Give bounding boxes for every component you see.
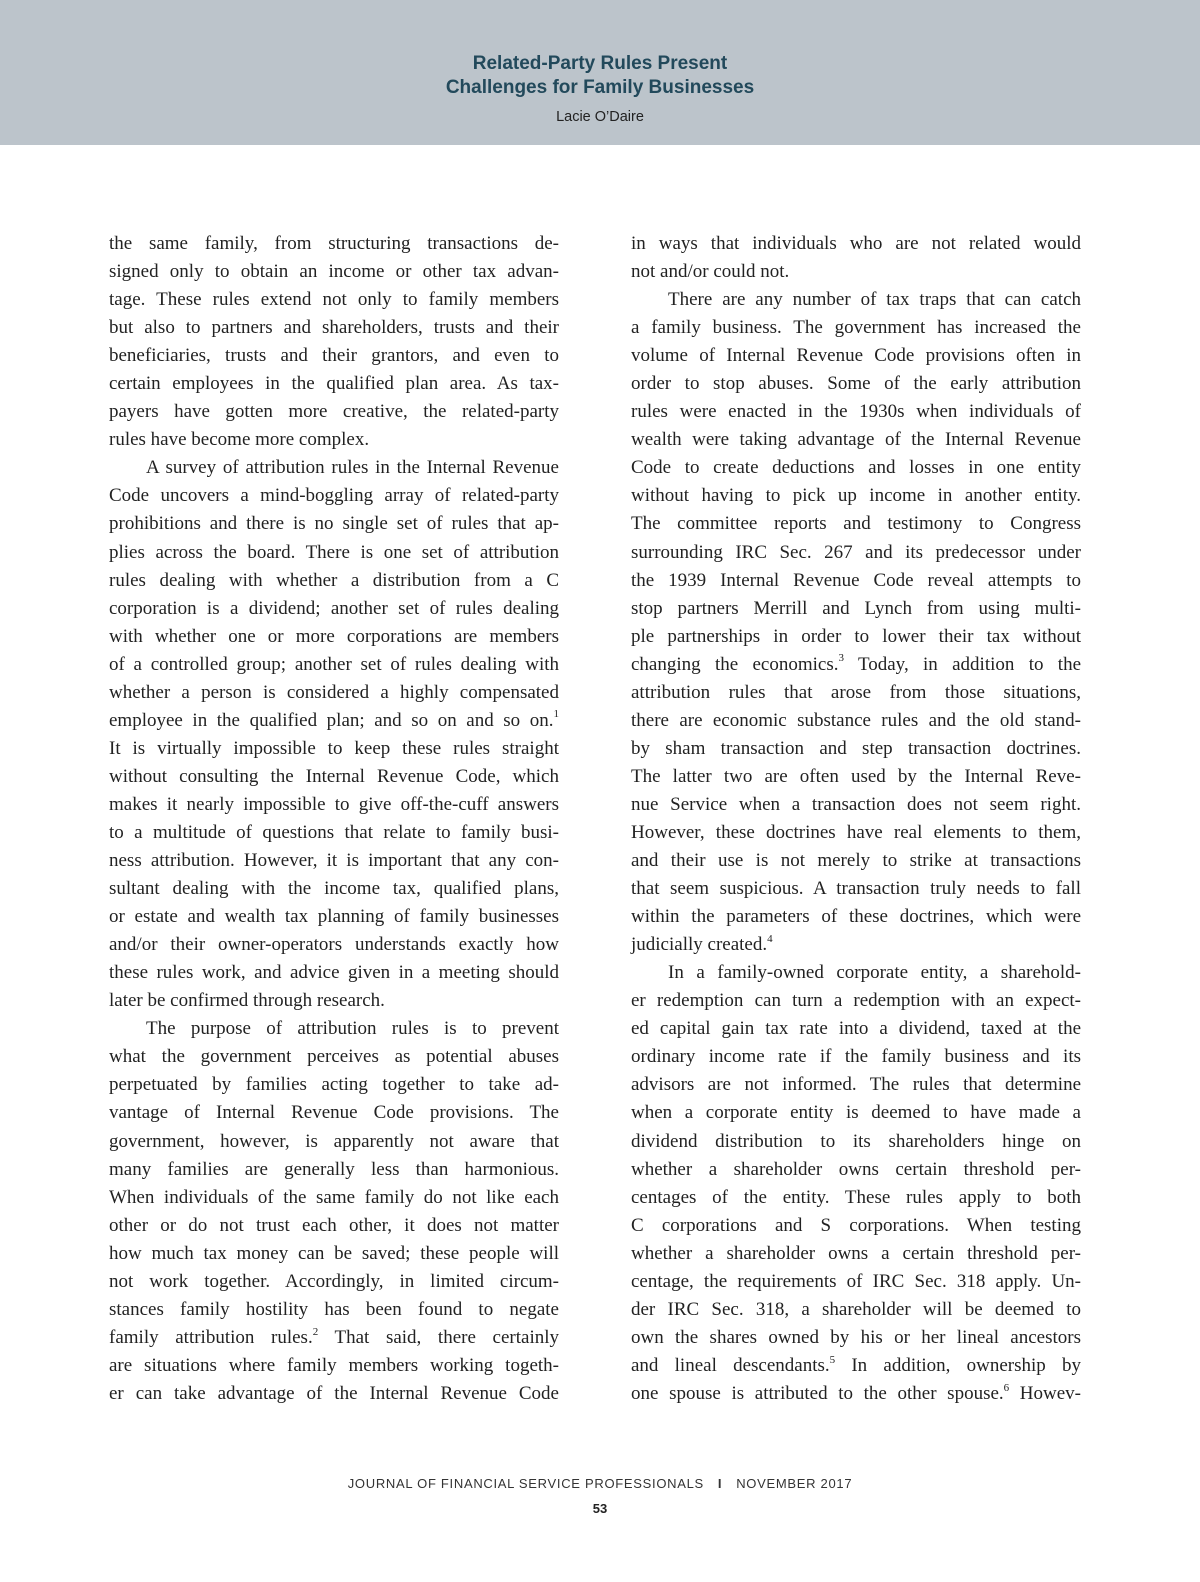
line-text: nue Service when a transaction does not seem right. — [631, 793, 1081, 815]
text-line — [109, 1240, 559, 1268]
text-line — [109, 959, 559, 987]
text-line — [631, 931, 1081, 959]
text-line — [631, 903, 1081, 931]
line-text: rules dealing with whether a distribution from a C — [109, 569, 559, 591]
line-text: volume of Internal Revenue Code provisions often in — [631, 345, 1081, 367]
footnote-ref: 4 — [767, 932, 773, 945]
text-line — [631, 847, 1081, 875]
text-line — [631, 342, 1081, 370]
text-line — [631, 1240, 1081, 1268]
text-line — [631, 286, 1081, 314]
journal-name: JOURNAL OF FINANCIAL SERVICE PROFESSIONALS — [347, 1476, 704, 1491]
text-line — [109, 1156, 559, 1184]
line-text: There are any number of tax traps that can catch — [668, 289, 1081, 311]
line-text: own the shares owned by his or her lineal ancestors — [631, 1326, 1081, 1348]
text-line — [631, 679, 1081, 707]
line-text: certain employees in the qualified plan area. As tax- — [109, 373, 559, 395]
line-text: and their use is not merely to strike at transactions — [631, 850, 1081, 872]
line-text — [631, 1383, 1081, 1404]
line-text: However, these doctrines have real elements to them, — [631, 821, 1081, 843]
text-run: employee in the qualified plan; and so on and so on. — [109, 709, 554, 731]
line-text: government, however, is apparently not aware that — [109, 1130, 559, 1152]
text-line — [109, 651, 559, 679]
text-line — [631, 1352, 1081, 1380]
text-line — [631, 1099, 1081, 1127]
line-text: sultant dealing with the income tax, qualified plans, — [109, 878, 559, 900]
line-text — [631, 1355, 1081, 1376]
text-line — [109, 1128, 559, 1156]
text-run: family attribution rules. — [109, 1326, 313, 1348]
footnote-ref: 6 — [1003, 1381, 1010, 1394]
text-line — [631, 426, 1081, 454]
text-line — [109, 847, 559, 875]
line-text: der IRC Sec. 318, a shareholder will be deemed to — [631, 1298, 1081, 1320]
text-line — [109, 482, 559, 510]
line-text: advisors are not informed. The rules that determine — [631, 1074, 1081, 1096]
footer-separator: I — [717, 1476, 723, 1491]
text-line — [631, 1043, 1081, 1071]
footnote-ref: 3 — [838, 652, 844, 665]
line-text: but also to partners and shareholders, trusts and their — [109, 317, 559, 339]
text-line — [631, 707, 1081, 735]
line-text: In a family-owned corporate entity, a sharehold- — [668, 962, 1081, 984]
line-text: without having to pick up income in another entity. — [631, 485, 1081, 507]
line-text: without consulting the Internal Revenue Code, which — [109, 765, 559, 787]
line-text: the 1939 Internal Revenue Code reveal attempts to — [631, 569, 1081, 591]
line-text: makes it nearly impossible to give off-the-cuff answers — [109, 793, 559, 815]
text-run: and lineal descendants. — [631, 1354, 830, 1376]
text-line — [631, 791, 1081, 819]
line-text — [631, 934, 773, 955]
line-text: C corporations and S corporations. When testing — [631, 1214, 1081, 1236]
text-line — [109, 370, 559, 398]
text-line — [109, 595, 559, 623]
text-line — [631, 314, 1081, 342]
line-text: not and/or could not. — [631, 261, 790, 283]
line-text: to a multitude of questions that relate to family busi- — [109, 821, 559, 843]
text-line — [109, 679, 559, 707]
text-line — [109, 314, 559, 342]
line-text: ed capital gain tax rate into a dividend, taxed at the — [631, 1018, 1081, 1040]
text-line — [109, 1296, 559, 1324]
line-text: there are economic substance rules and the old stand- — [631, 709, 1081, 731]
line-text: the same family, from structuring transactions de- — [109, 233, 559, 254]
text-run: one spouse is attributed to the other spouse. — [631, 1382, 1004, 1404]
line-text: plies across the board. There is one set of attribution — [109, 541, 559, 563]
text-line — [631, 1324, 1081, 1352]
text-line — [109, 510, 559, 538]
text-line — [109, 1071, 559, 1099]
text-line — [631, 959, 1081, 987]
text-line — [109, 286, 559, 314]
line-text: order to stop abuses. Some of the early attribution — [631, 373, 1081, 395]
line-text: rules were enacted in the 1930s when individuals of — [631, 401, 1081, 423]
text-line — [109, 1015, 559, 1043]
line-text: perpetuated by families acting together to take ad- — [109, 1074, 559, 1096]
line-text: Code to create deductions and losses in one entity — [631, 457, 1081, 479]
line-text: payers have gotten more creative, the related-party — [109, 401, 559, 423]
line-text: ness attribution. However, it is important that any con- — [109, 850, 559, 872]
text-run: judicially created. — [631, 934, 768, 956]
line-text: vantage of Internal Revenue Code provisions. The — [109, 1102, 559, 1124]
text-line — [109, 567, 559, 595]
text-line — [109, 623, 559, 651]
text-run: In addition, ownership by — [835, 1354, 1081, 1376]
page-number: 53 — [592, 1501, 608, 1516]
text-line — [631, 510, 1081, 538]
text-line — [631, 1156, 1081, 1184]
text-line — [631, 567, 1081, 595]
line-text: whether a shareholder owns certain threshold per- — [631, 1158, 1081, 1180]
text-line — [109, 1324, 559, 1352]
line-text: er can take advantage of the Internal Revenue Code — [109, 1382, 559, 1404]
text-line — [109, 791, 559, 819]
text-line — [631, 1380, 1081, 1408]
line-text: that seem suspicious. A transaction truly needs to fall — [631, 878, 1081, 900]
line-text: prohibitions and there is no single set of rules that ap- — [109, 513, 559, 535]
text-line — [109, 1380, 559, 1408]
text-line — [109, 875, 559, 903]
text-line — [631, 482, 1081, 510]
line-text: ple partnerships in order to lower their tax without — [631, 625, 1081, 647]
text-line — [631, 398, 1081, 426]
text-line — [631, 539, 1081, 567]
text-line — [109, 763, 559, 791]
text-line — [631, 230, 1081, 258]
text-line — [109, 398, 559, 426]
text-line — [109, 230, 559, 258]
line-text: The committee reports and testimony to Congress — [631, 513, 1081, 535]
text-line — [109, 1043, 559, 1071]
line-text: er redemption can turn a redemption with an expect- — [631, 990, 1081, 1012]
text-line — [109, 1352, 559, 1380]
footnote-ref: 2 — [312, 1325, 319, 1338]
text-line — [109, 1212, 559, 1240]
line-text: whether a shareholder owns a certain threshold per- — [631, 1242, 1081, 1264]
line-text: of a controlled group; another set of rules dealing with — [109, 653, 559, 675]
line-text: how much tax money can be saved; these people will — [109, 1242, 559, 1264]
text-line — [631, 1212, 1081, 1240]
text-line — [109, 1184, 559, 1212]
author-name: Lacie O’Daire — [556, 109, 644, 125]
line-text: surrounding IRC Sec. 267 and its predecessor under — [631, 541, 1081, 563]
line-text: by sham transaction and step transaction doctrines. — [631, 737, 1081, 759]
article-title-line-1: Related-Party Rules Present — [472, 53, 728, 74]
body-column-left — [109, 230, 559, 1408]
line-text: within the parameters of these doctrines, which were — [631, 906, 1081, 928]
line-text: beneficiaries, trusts and their grantors, and even to — [109, 345, 559, 367]
line-text: wealth were taking advantage of the Internal Revenue — [631, 429, 1081, 451]
text-line — [109, 426, 559, 454]
line-text: whether a person is considered a highly compensated — [109, 681, 559, 703]
text-line — [631, 258, 1081, 286]
text-line — [631, 651, 1081, 679]
footnote-ref: 1 — [553, 708, 559, 721]
line-text: tage. These rules extend not only to family members — [109, 289, 559, 311]
line-text: centage, the requirements of IRC Sec. 318 apply. Un- — [631, 1270, 1081, 1292]
article-title-line-2: Challenges for Family Businesses — [445, 77, 755, 98]
line-text: in ways that individuals who are not related would — [631, 233, 1081, 254]
text-line — [631, 763, 1081, 791]
line-text — [109, 710, 559, 731]
line-text: centages of the entity. These rules apply to both — [631, 1186, 1081, 1208]
text-line — [109, 987, 559, 1015]
text-line — [631, 623, 1081, 651]
text-line — [109, 342, 559, 370]
line-text: stop partners Merrill and Lynch from using multi- — [631, 597, 1081, 619]
line-text: and/or their owner-operators understands exactly how — [109, 934, 559, 956]
text-line — [631, 1071, 1081, 1099]
line-text: these rules work, and advice given in a meeting should — [109, 962, 559, 984]
text-line — [631, 987, 1081, 1015]
line-text: stances family hostility has been found to negate — [109, 1298, 559, 1320]
text-line — [109, 258, 559, 286]
line-text: The latter two are often used by the Internal Reve- — [631, 765, 1081, 787]
line-text: signed only to obtain an income or other tax advan- — [109, 261, 559, 283]
issue-date: NOVEMBER 2017 — [736, 1476, 853, 1491]
line-text: when a corporate entity is deemed to have made a — [631, 1102, 1081, 1124]
text-line — [109, 539, 559, 567]
line-text: or estate and wealth tax planning of family businesses — [109, 906, 559, 928]
text-line — [631, 370, 1081, 398]
line-text: rules have become more complex. — [109, 429, 370, 451]
text-line — [109, 735, 559, 763]
text-line — [631, 454, 1081, 482]
text-line — [109, 903, 559, 931]
text-line — [109, 819, 559, 847]
line-text: what the government perceives as potential abuses — [109, 1046, 559, 1068]
text-line — [631, 1128, 1081, 1156]
body-column-right — [631, 230, 1081, 1408]
line-text: When individuals of the same family do not like each — [109, 1186, 559, 1208]
text-line — [109, 931, 559, 959]
line-text: The purpose of attribution rules is to prevent — [146, 1018, 559, 1040]
line-text: ordinary income rate if the family business and its — [631, 1046, 1081, 1068]
text-line — [109, 1268, 559, 1296]
line-text: A survey of attribution rules in the Internal Revenue — [146, 457, 559, 479]
text-line — [631, 1184, 1081, 1212]
line-text: Code uncovers a mind-boggling array of related-party — [109, 485, 559, 507]
text-line — [631, 1268, 1081, 1296]
header-band — [0, 0, 1200, 145]
line-text: dividend distribution to its shareholders hinge on — [631, 1130, 1081, 1152]
line-text: It is virtually impossible to keep these rules straight — [109, 737, 559, 759]
text-line — [631, 1296, 1081, 1324]
line-text: with whether one or more corporations are members — [109, 625, 559, 647]
text-line — [631, 735, 1081, 763]
running-footer — [0, 1476, 1200, 1492]
line-text — [631, 654, 1081, 675]
line-text: later be confirmed through research. — [109, 990, 385, 1012]
line-text: not work together. Accordingly, in limited circum- — [109, 1270, 559, 1292]
text-run: changing the economics. — [631, 653, 839, 675]
text-run: That said, there certainly — [318, 1326, 559, 1348]
line-text — [109, 1327, 559, 1348]
text-line — [631, 875, 1081, 903]
text-line — [631, 819, 1081, 847]
line-text: attribution rules that arose from those situations, — [631, 681, 1081, 703]
text-line — [631, 1015, 1081, 1043]
text-line — [109, 1099, 559, 1127]
line-text: corporation is a dividend; another set of rules dealing — [109, 597, 559, 619]
text-run: Howev- — [1009, 1382, 1082, 1404]
text-line — [109, 707, 559, 735]
line-text: a family business. The government has increased the — [631, 317, 1081, 339]
line-text: many families are generally less than harmonious. — [109, 1158, 559, 1180]
text-line — [109, 454, 559, 482]
footnote-ref: 5 — [829, 1353, 836, 1366]
line-text: are situations where family members working togeth- — [109, 1354, 559, 1376]
text-run: Today, in addition to the — [844, 653, 1081, 675]
line-text: other or do not trust each other, it does not matter — [109, 1214, 559, 1236]
text-line — [631, 595, 1081, 623]
